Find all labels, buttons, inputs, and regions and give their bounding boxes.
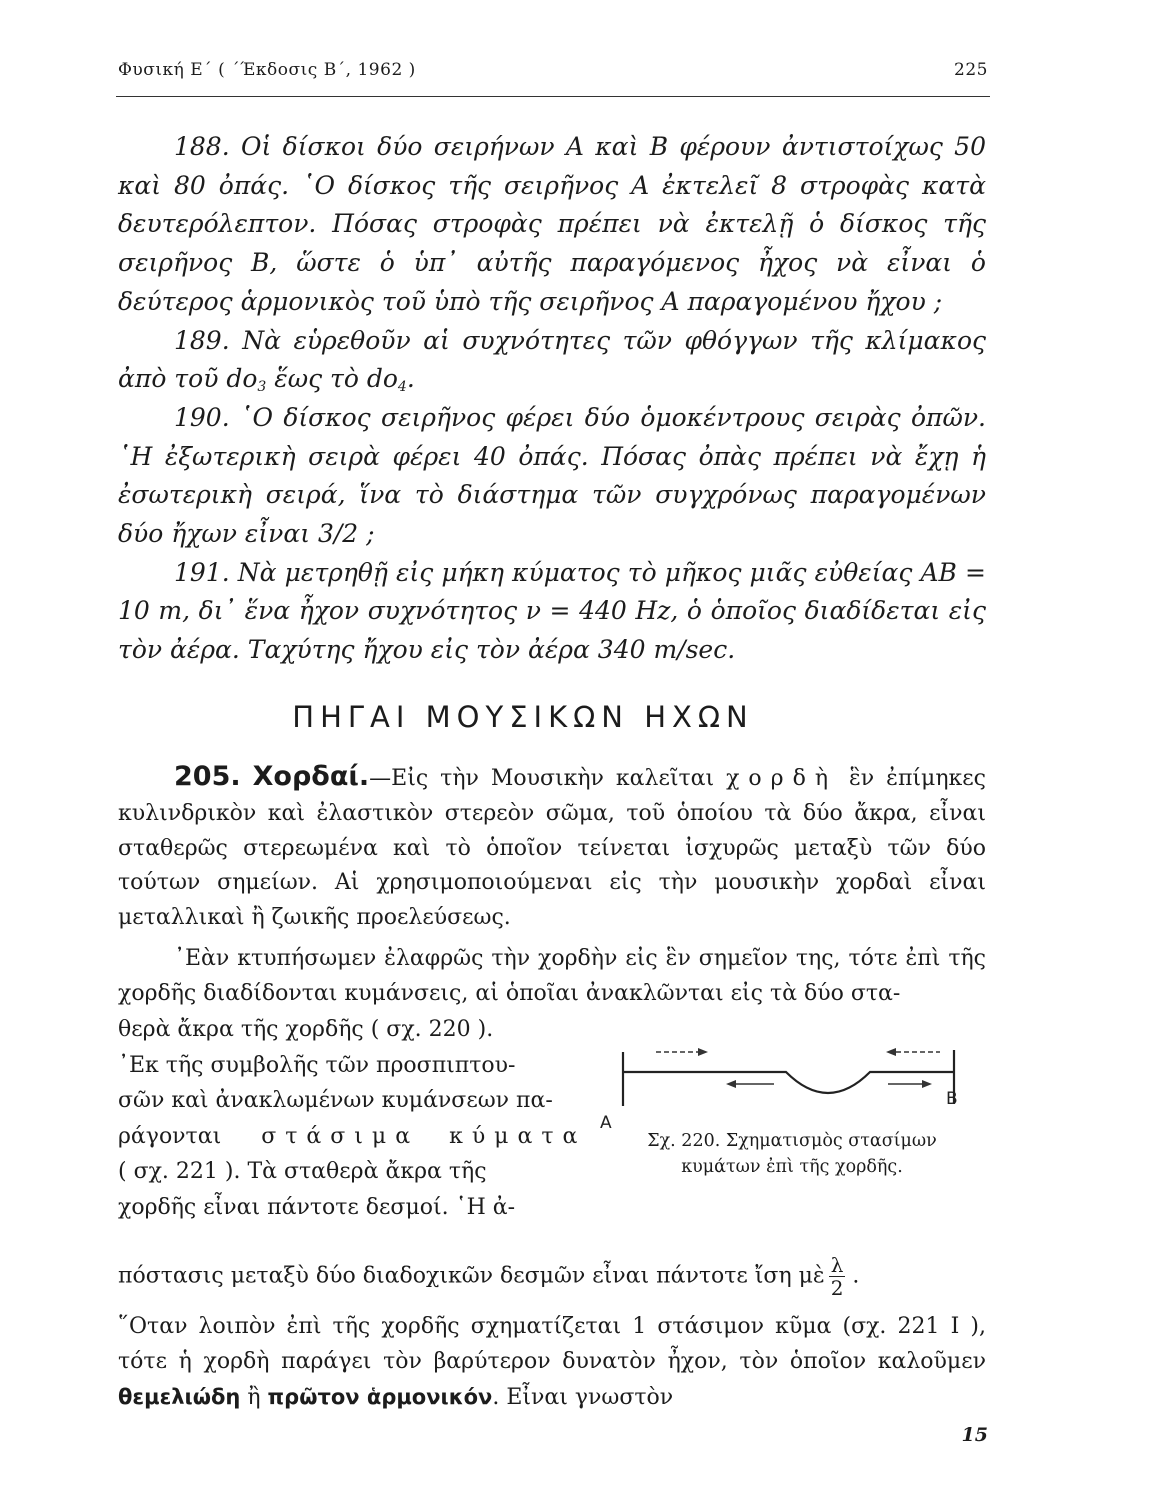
paragraph-text: ἢ bbox=[240, 1384, 268, 1410]
paragraph-continuation bbox=[118, 1254, 986, 1299]
exercise-text: ῾Ο δίσκος σειρῆνος φέρει δύο ὁμοκέντρους σειρὰς ὀπῶν. ῾Η ἐξωτερικὴ σειρὰ φέρει 40 ὀπάς. Πόσας ὀπὰς πρέπει νὰ ἔχῃ ἡ ἐσωτερικὴ σειρά, ἵνα τὸ διάστημα τῶν συγχρόνως παραγομένων δύο ἤχων εἶναι 3/2 ; bbox=[118, 402, 986, 549]
dash: — bbox=[369, 766, 392, 791]
subscript: 4 bbox=[397, 379, 407, 396]
spaced-term: κύματα bbox=[449, 1123, 587, 1149]
period: . bbox=[852, 1263, 860, 1289]
subscript: 3 bbox=[257, 379, 267, 396]
bold-term: πρῶτον ἁρμονικόν bbox=[267, 1384, 493, 1409]
paragraph-text: Εἰς τὴν Μουσικὴν καλεῖται bbox=[391, 766, 727, 791]
paragraph-number: 205. bbox=[174, 761, 241, 792]
exercise-number: 191. bbox=[174, 557, 230, 587]
text-fragment: ράγονται bbox=[118, 1123, 222, 1149]
arrowhead-right bbox=[698, 1048, 708, 1056]
exercise-189 bbox=[118, 322, 986, 399]
standing-wave-diagram bbox=[596, 1022, 996, 1132]
exercise-191 bbox=[118, 554, 986, 670]
label-b: B bbox=[946, 1089, 958, 1109]
text-line: θερὰ ἄκρα τῆς χορδῆς ( σχ. 220 ). bbox=[118, 1017, 494, 1042]
fraction-numerator: λ bbox=[830, 1253, 844, 1277]
paragraph-text: . Εἶναι γνωστὸν bbox=[492, 1384, 674, 1410]
exercise-190 bbox=[118, 399, 986, 554]
exercise-list bbox=[118, 128, 986, 670]
paragraph-text: ᾽Εὰν κτυπήσωμεν ἐλαφρῶς τὴν χορδὴν εἰς ἓν σημεῖον της, τότε ἐπὶ τῆς χορδῆς διαδίδονται κυμάνσεις, αἱ ὁποῖαι ἀνακλῶνται εἰς τὰ δύο στα- bbox=[118, 946, 986, 1006]
exercise-text: . bbox=[406, 364, 415, 394]
arrowhead-left bbox=[726, 1080, 736, 1088]
exercise-text: Νὰ μετρηθῇ εἰς μήκη κύματος τὸ μῆκος μιᾶς εὐθείας ΑΒ = 10 m, δι᾽ ἕνα ἦχον συχνότητος ν = 440 Hz, ὁ ὁποῖος διαδίδεται εἰς τὸν ἀέρα. Ταχύτης ἤχου εἰς τὸν ἀέρα 340 m/sec. bbox=[118, 557, 986, 665]
string-line bbox=[623, 1072, 954, 1093]
exercise-number: 188. bbox=[174, 132, 230, 161]
paragraph-strike bbox=[118, 942, 986, 1012]
text-line-standing-waves bbox=[118, 1119, 587, 1155]
label-a: A bbox=[600, 1113, 612, 1132]
figure-caption bbox=[596, 1128, 988, 1180]
paragraph-fundamental bbox=[118, 1310, 986, 1415]
caption-line: Σχ. 220. Σχηματισμὸς στασίμων bbox=[647, 1131, 937, 1151]
header-title: Φυσική Ε΄ ( ΄Έκδοσις Β΄, 1962 ) bbox=[118, 60, 416, 80]
bold-term: θεμελιώδη bbox=[118, 1384, 241, 1409]
text-line: ᾽Εκ τῆς συμβολῆς τῶν προσπιπτου- bbox=[118, 1052, 516, 1078]
page-number: 225 bbox=[954, 60, 988, 80]
exercise-text: ἕως τὸ do bbox=[266, 364, 398, 394]
spaced-term: στάσιμα bbox=[261, 1123, 420, 1149]
text-line: σῶν καὶ ἀνακλωμένων κυμάνσεων πα- bbox=[118, 1088, 553, 1113]
text-line: ( σχ. 221 ). Τὰ σταθερὰ ἄκρα τῆς bbox=[118, 1159, 487, 1184]
fraction-denominator: 2 bbox=[830, 1276, 844, 1300]
paragraph-205 bbox=[118, 760, 986, 936]
fraction-lambda-half bbox=[829, 1254, 846, 1299]
wrapped-text-column bbox=[118, 1012, 587, 1225]
exercise-number: 189. bbox=[174, 325, 230, 355]
arrowhead-right bbox=[922, 1080, 932, 1088]
exercise-text: Νὰ εὑρεθοῦν αἱ συχνότητες τῶν φθόγγων τῆς κλίμακος ἀπὸ τοῦ do bbox=[118, 325, 986, 394]
paragraph-title: Χορδαί. bbox=[252, 761, 370, 792]
arrowhead-left bbox=[886, 1048, 896, 1056]
text-line: χορδῆς εἶναι πάντοτε δεσμοί. ῾Η ἀ- bbox=[118, 1194, 516, 1220]
paragraph-text: ἓν ἐπίμηκες κυλινδρικὸν καὶ ἐλαστικὸν στερεὸν σῶμα, τοῦ ὁποίου τὰ δύο ἄκρα, εἶναι σταθερῶς στερεωμένα καὶ τὸ ὁποῖον τείνεται ἰσχυρῶς μεταξὺ τῶν δύο τούτων σημείων. Αἱ χρησιμοποιούμεναι εἰς τὴν μουσικὴν χορδαὶ εἶναι μεταλλικαὶ ἢ ζωικῆς προελεύσεως. bbox=[118, 766, 986, 931]
exercise-text: Οἱ δίσκοι δύο σειρήνων Α καὶ Β φέρουν ἀντιστοίχως 50 καὶ 80 ὀπάς. ῾Ο δίσκος τῆς σειρῆνος Α ἐκτελεῖ 8 στροφὰς κατὰ δευτερόλεπτον. Πόσας στροφὰς πρέπει νὰ ἐκτελῇ ὁ δίσκος τῆς σειρῆνος Β, ὥστε ὁ ὑπ᾽ αὐτῆς παραγόμενος ἦχος νὰ εἶναι ὁ δεύτερος ἁρμονικὸς τοῦ ὑπὸ τῆς σειρῆνος Α παραγομένου ἤχου ; bbox=[118, 132, 986, 316]
section-heading: ΠΗΓΑΙ ΜΟΥΣΙΚΩΝ ΗΧΩΝ bbox=[292, 700, 754, 734]
spaced-term: χορδὴ bbox=[726, 766, 838, 791]
caption-line: κυμάτων ἐπὶ τῆς χορδῆς. bbox=[681, 1157, 903, 1177]
signature-number: 15 bbox=[961, 1424, 988, 1446]
exercise-188 bbox=[118, 128, 986, 322]
exercise-number: 190. bbox=[174, 402, 230, 432]
header-rule bbox=[116, 96, 990, 97]
paragraph-text: πόστασις μεταξὺ δύο διαδοχικῶν δεσμῶν εἶναι πάντοτε ἴση μὲ bbox=[118, 1263, 825, 1289]
paragraph-text: ῞Οταν λοιπὸν ἐπὶ τῆς χορδῆς σχηματίζεται 1 στάσιμον κῦμα (σχ. 221 Ι ), τότε ἡ χορδὴ παράγει τὸν βαρύτερον δυνατὸν ἦχον, τὸν ὁποῖον καλοῦμεν bbox=[118, 1314, 986, 1374]
